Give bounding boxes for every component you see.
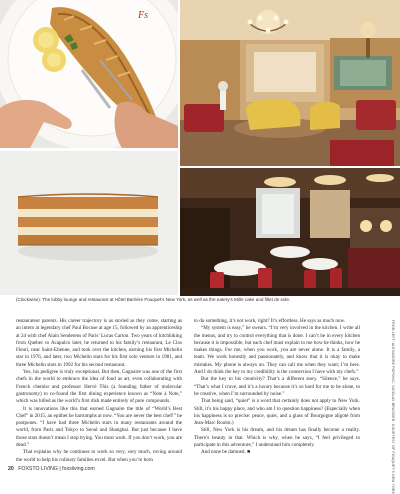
photo-fillet-de-sole	[0, 0, 178, 148]
page-footer	[8, 466, 95, 472]
article-paragraph: Yes, his pedigree is truly exceptional. But then, Gagnaire was one of the first chefs in the world to embrace the idea of food as art, even collaborating with French chemist and professor Hervé This (a founding father of molecular gastronomy) to co-found the first dining experience known as “Note à Note,” which was billed as the world’s first dish made entirely of pure compounds.	[16, 369, 182, 405]
article-paragraph: That being said, “quiet” is a word that certainly does not apply to New York. Still, it’s his happy place, and who am I to question happiness? (Especially when his happiness is so precise: peace, quiet, and a glass of Bourgogne aligoté from Jean-Marc Roulot.)	[194, 398, 360, 427]
article-paragraph: It is innovations like this that earned Gagnaire the title of “World’s Best Chef” in 2015, an epithet he harrumphs at now. “You are never the best chef!” he postpones. “I have had three Michelin stars in many restaurants around the world, from Paris and Tokyo to Seoul and Shanghai. But just because I have those stars doesn’t mean I stop trying. You must work. If you don’t work, you are dead.”	[16, 405, 182, 449]
article-column-left	[16, 318, 182, 464]
publication-name: FOXSTO LIVING | foxsliving.com	[18, 466, 95, 472]
photo-restaurant-dining-room	[180, 168, 400, 296]
page-number: 20	[8, 466, 14, 472]
photo-credit	[390, 320, 396, 494]
photo-lobby-lounge	[180, 0, 400, 166]
photo-mille-cake	[0, 151, 178, 295]
svg-text:Fs: Fs	[138, 10, 148, 21]
article-paragraph: to do something, it’s not work, right? It’s effortless. He says as much now.	[194, 318, 346, 324]
article-paragraph: But the key to his creativity? That’s a different story. “Silence,” he says. “That’s what I crave, and it’s a luxury because it’s so hard for me to be alone, to be creative, when I’m surrounded by noise.”	[194, 376, 360, 397]
photo-credit-text: FROM LEFT: ALEXANDRE POPOVIC, NICOLAS BRASSIER, COURTESY OF FOUQUET’S NEW YORK	[391, 320, 395, 494]
photo-caption: (Clockwise): The lobby lounge and restaurant at Hôtel Barrière Fouquet’s New York, as well as the eatery’s Mille cake and fillet de sole.	[16, 297, 291, 302]
article-paragraph: Still, New York is his dream, and his dream has finally become a reality. There’s beauty in that. Which is why, when he says, “I feel privileged to participate in this adventure,” I understand him completely.	[194, 427, 360, 449]
article-column-right	[194, 318, 360, 457]
article-paragraph: “My system is easy,” he swears. “I’m very involved in the kitchen. I write all the menus, and try to control everything that is done. I can’t be in every kitchen because it is impossible, but each chef must explain to me how he thinks, how he makes things. For me, when you work, you are never alone. It is a family, a team. We work honestly and passionately, and know that it is okay to make mistakes. My phone is always on. They can call me when they want; I’m here. And I do think the key to my credibility is the connection I have with my chefs.”	[194, 325, 360, 376]
article-paragraph: restaurateur parents. His career trajectory is as storied as they come, starting as an intern at legendary chef Paul Bocuse at age 15, followed by an apprenticeship at 24 with chef Alain Senderens of Paris’ Lucas Carton. Two years of hitchhiking from Quebec to Acapulco later, he returned to his family’s restaurant, Le Clos Fleuri, near Saint-Etienne, and took over the kitchen, earning his first Michelin star in 1976, and later, two Michelin stars for his first solo venture in 1981, and three Michelin stars in 1992 for his second restaurant.	[16, 318, 182, 368]
article-paragraph: That explains why he continues to work so very, very much, roving around the world to help his culinary families excel. But when you’re born	[16, 449, 182, 463]
article-paragraph: And none be damned. ■	[201, 449, 251, 456]
